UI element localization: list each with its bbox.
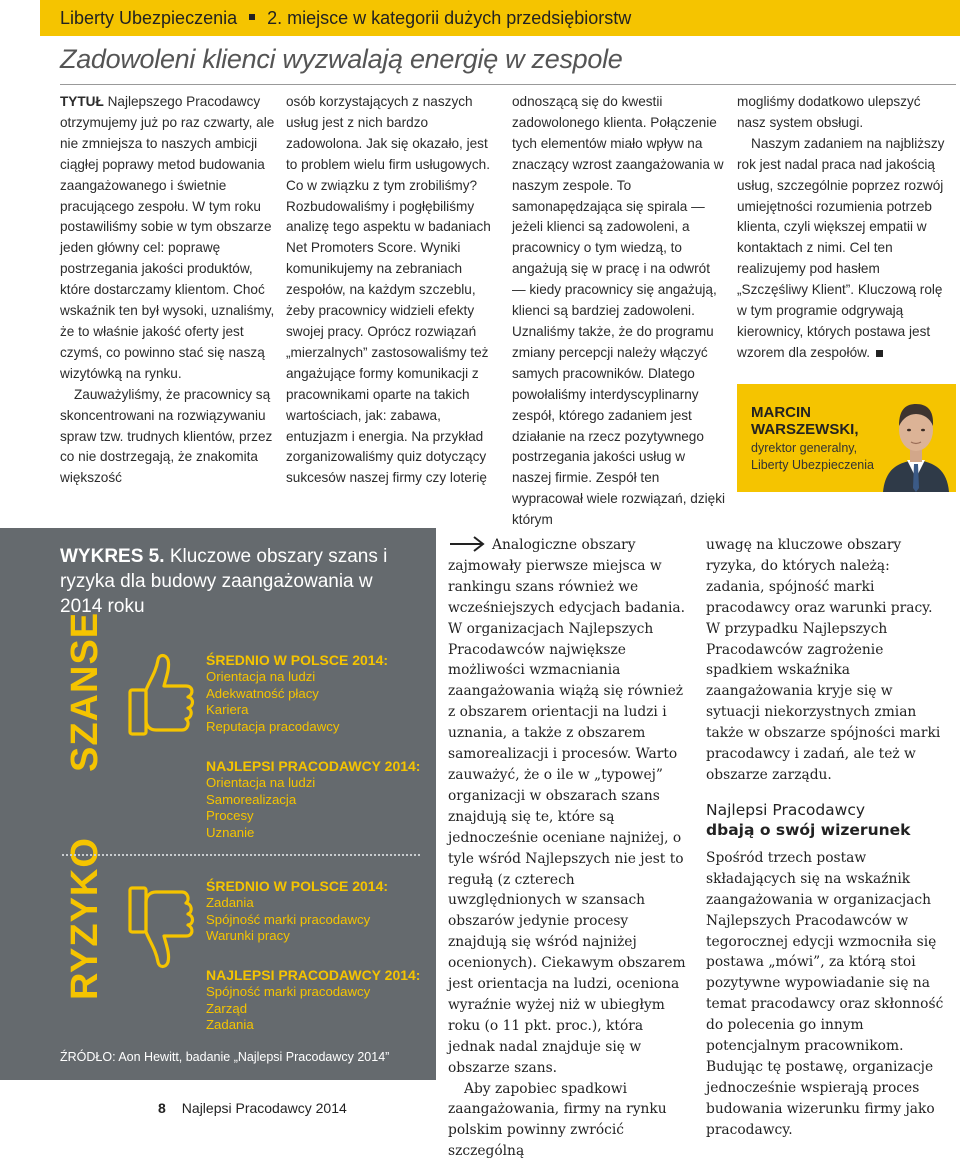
column-1-paragraph-1: Najlepszego Pracodawcy otrzymujemy już po raz czwarty, ale nie zmniejsza to naszych ambicji ciągłej poprawy metod budowania zaangażowanego i świetnie pracującego zespołu. W tym roku postawiliśmy sobie w tym obszarze jeden główny cel: poprawę postrzegania jakości produktów, które dostarczamy klientom. Choć wskaźnik ten był wysoki, uznaliśmy, że to właśnie jakość oferty jest czymś, co powinno stać się naszą wizytówką na rynku.	[60, 94, 275, 381]
column-3-paragraph: odnoszącą się do kwestii zadowolonego klienta. Połączenie tych elementów miało wpływ na znaczący wzrost zaangażowania w naszym zespole. To samonapędzająca się spirala — jeżeli klienci są zadowoleni, a pracownicy o tym wiedzą, to angażują się w pracę i na odwrót — kiedy pracownicy się angażują, klienci są bardziej zadowoleni. Uznaliśmy także, że do programu zmiany percepcji należy włączyć samych pracowników. Dlatego powołaliśmy interdyscyplinarny zespół, którego zadaniem jest działanie na rzecz pozytywnego postrzegania jakości usług w naszej firmie. Zespół ten wypracował wiele rozwiązań, dzięki którym	[512, 94, 726, 528]
lead-word: TYTUŁ	[60, 94, 104, 109]
header-bar	[40, 0, 960, 36]
body-paragraph-2: Aby zapobiec spadkowi zaangażowania, firmy na rynku polskim powinny zwrócić szczególną	[448, 1080, 667, 1160]
section-subheading	[706, 800, 946, 840]
group-heading: NAJLEPSI PRACODAWCY 2014:	[206, 967, 421, 983]
column-4-paragraph-2: Naszym zadaniem na najbliższy rok jest nadal praca nad jakością usług, szczególnie poprzez rozwój umiejętności rozumienia potrzeb klienta, czyli większej empatii w kontaktach z nimi. Cel ten realizujemy pod hasłem „Szczęśliwy Klient”. Kluczową rolę w tym programie odgrywają kierownicy, których postawa jest wzorem dla zespołów.	[737, 135, 945, 360]
thumbs-up-icon	[126, 650, 198, 742]
group-item: Uznanie	[206, 825, 255, 841]
group-item: Adekwatność płacy	[206, 685, 319, 701]
group-item: Orientacja na ludzi	[206, 774, 316, 790]
group-item: Warunki pracy	[206, 928, 290, 944]
footer-title: Najlepsi Pracodawcy 2014	[181, 1100, 347, 1116]
title-rule	[60, 84, 956, 85]
page-footer	[158, 1100, 347, 1116]
chart-title-text: Kluczowe obszary szans i ryzyka dla budowy zaangażowania w 2014 roku	[60, 546, 388, 617]
article-column-2	[286, 92, 501, 489]
subheading-line-1: Najlepsi Pracodawcy	[706, 800, 866, 819]
body-column-1	[448, 535, 688, 1162]
dotted-divider	[62, 854, 420, 856]
separator-square	[249, 14, 255, 20]
chart-number: WYKRES 5.	[60, 546, 165, 567]
group-item: Zadania	[206, 1017, 254, 1033]
group-item: Spójność marki pracodawcy	[206, 911, 371, 927]
body-paragraph-1: Analogiczne obszary zajmowały pierwsze miejsca w rankingu szans również we wcześniejszych edycjach badania. W organizacjach Najlepszych Pracodawców największe możliwości wzmacniania zaangażowania wiążą się również z obszarem orientacji na ludzi i uznania, a także z obszarem samorealizacji i procesów. Warto zauważyć, że o ile w „typowej” organizacji w obszarach szans znajdują się te, które są jednocześnie oceniane najniżej, o tyle wśród Najlepszych nie jest to regułą (z czterech uwzględnionych w szansach obszarów jedynie procesy znajdują się wśród najniżej ocenionych). Ciekawym obszarem jest orientacja na ludzi, oceniona wyraźnie wyżej niż w ubiegłym roku (o 11 pkt. proc.), która jednak nadal znajduje się w obszarze szans.	[448, 537, 686, 1076]
group-heading: ŚREDNIO W POLSCE 2014:	[206, 652, 389, 668]
author-photo	[877, 392, 955, 492]
article-column-3	[512, 92, 727, 531]
label-ryzyko: RYZYKO	[64, 837, 106, 1000]
group-item: Reputacja pracodawcy	[206, 719, 340, 735]
subheading-line-2: dbają o swój wizerunek	[706, 820, 911, 839]
group-heading: NAJLEPSI PRACODAWCY 2014:	[206, 758, 421, 774]
category-label: 2. miejsce w kategorii dużych przedsiębiorstw	[267, 7, 632, 28]
body-column-2	[706, 535, 946, 1141]
group-item: Spójność marki pracodawcy	[206, 983, 371, 999]
group-heading: ŚREDNIO W POLSCE 2014:	[206, 878, 389, 894]
chart-title	[60, 544, 420, 619]
thumbs-down-icon	[126, 880, 198, 972]
group-item: Kariera	[206, 702, 249, 718]
page-title: Zadowoleni klienci wyzwalają energię w zespole	[60, 44, 623, 74]
group-item: Procesy	[206, 808, 254, 824]
label-szanse: SZANSE	[64, 611, 106, 772]
body-paragraph-3: uwagę na kluczowe obszary ryzyka, do których należą: zadania, spójność marki pracodawcy oraz warunki pracy. W przypadku Najlepszych Pracodawców zagrożenie spadkiem wskaźnika zaangażowania kryje się w sytuacji niekorzystnych zmian także w obszarze spójności marki pracodawcy i zadań, ale też w obszarze zarządu.	[706, 537, 941, 783]
risk-group-poland	[206, 878, 388, 945]
chart-source: ŹRÓDŁO: Aon Hewitt, badanie „Najlepsi Pracodawcy 2014”	[60, 1050, 390, 1064]
risk-group-best	[206, 967, 420, 1034]
opportunity-group-poland	[206, 652, 388, 736]
group-item: Zadania	[206, 894, 254, 910]
group-item: Zarząd	[206, 1000, 248, 1016]
brand-name: Liberty Ubezpieczenia	[60, 7, 238, 28]
body-paragraph-4: Spośród trzech postaw składających się na wskaźnik zaangażowania w organizacjach Najlepszych Pracodawców w tegorocznej edycji wzmocniła się postawa „mówi”, za którą stoi pozytywne wypowiadanie się na temat pracodawcy oraz skłonność do polecenia go innym potencjalnym pracownikom. Budując tę postawę, organizacje jednocześnie wspierają proces budowania wizerunku firmy jako pracodawcy.	[706, 849, 944, 1138]
article-column-4	[737, 92, 952, 364]
author-box	[737, 384, 956, 492]
column-4-paragraph-1: mogliśmy dodatkowo ulepszyć nasz system obsługi.	[737, 94, 921, 130]
column-1-paragraph-2: Zauważyliśmy, że pracownicy są skoncentrowani na rozwiązywaniu spraw tzw. trudnych klientów, przez co nie dostrzegają, że znakomita większość	[60, 386, 273, 486]
author-role: dyrektor generalny, Liberty Ubezpieczenia	[751, 441, 874, 472]
column-2-paragraph: osób korzystających z naszych usług jest z nich bardzo zadowolona. Jak się okazało, jest to problem wielu firm usługowych. Co w związku z tym zrobiliśmy? Rozbudowaliśmy i pogłębiliśmy analizę tego aspektu w badaniach Net Promoters Score. Wyniki komunikujemy na zebraniach zespołów, na każdym szczeblu, żeby pracownicy widzieli efekty swojej pracy. Oprócz rozwiązań „mierzalnych” zastosowaliśmy też angażujące formy komunikacji z pracownikami oparte na takich wartościach, jak: zabawa, entuzjazm i energia. Na przykład zorganizowaliśmy quiz dotyczący sukcesów naszej firmy czy loterię	[286, 94, 491, 486]
article-column-1	[60, 92, 275, 489]
opportunity-group-best	[206, 758, 420, 842]
page-number: 8	[158, 1100, 166, 1116]
group-item: Orientacja na ludzi	[206, 668, 316, 684]
group-item: Samorealizacja	[206, 791, 297, 807]
end-mark-square	[876, 350, 883, 357]
author-name: MARCIN WARSZEWSKI,	[751, 404, 859, 438]
